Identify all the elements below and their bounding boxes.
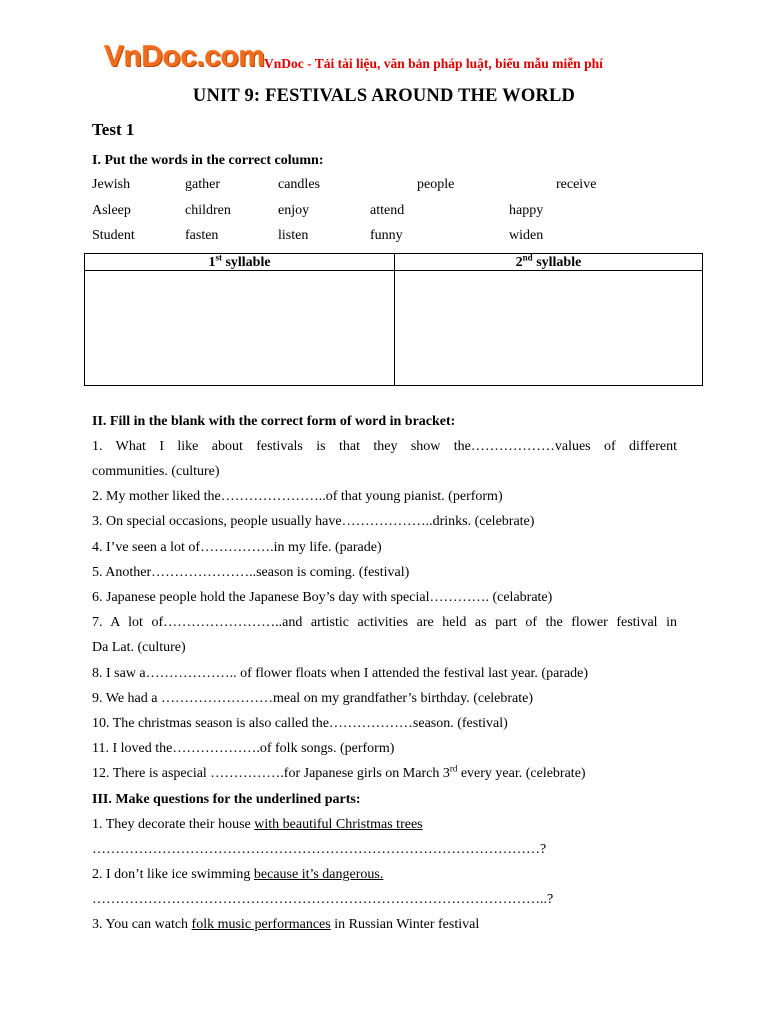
syllable-table: [84, 253, 703, 386]
exercise-item-4: 4. I’ve seen a lot of…………….in my life. (parade): [92, 540, 382, 555]
exercise-item-6: 6. Japanese people hold the Japanese Boy’s day with special…………. (celabrate): [92, 590, 553, 605]
exercise-item-7-line-1: 7. A lot of……………………..and artistic activities are held as part of the flower festival in: [92, 615, 677, 630]
exercise-item-1-line-1: 1. What I like about festivals is that they show the………………values of different: [92, 439, 677, 454]
table-header-1st-syllable: 1st syllable: [85, 254, 394, 271]
word: candles: [278, 177, 320, 192]
word: happy: [509, 203, 544, 218]
exercise-item-7-line-2: Da Lat. (culture): [92, 640, 186, 655]
vndoc-logo[interactable]: [104, 40, 265, 74]
word-row-1: [0, 177, 768, 197]
exercise-item-1-line-2: communities. (culture): [92, 464, 220, 479]
logo-main-text: VnDoc: [104, 40, 197, 73]
table-cell-2nd-syllable[interactable]: [395, 271, 702, 385]
answer-line-2[interactable]: ……………………………………………………………………………………..?: [92, 892, 554, 907]
table-cell-1st-syllable[interactable]: [85, 271, 394, 385]
exercise-item-12: 12. There is aspecial …………….for Japanese girls on March 3rd every year. (celebrate): [92, 763, 586, 781]
exercise-item-5: 5. Another…………………..season is coming. (festival): [92, 565, 410, 580]
question-2: 2. I don’t like ice swimming because it’s dangerous.: [92, 867, 384, 882]
exercise-item-9: 9. We had a ……………………meal on my grandfather’s birthday. (celebrate): [92, 691, 534, 706]
logo-tld-text: .com: [196, 40, 265, 73]
word: attend: [370, 203, 405, 218]
word: people: [417, 177, 455, 192]
exercise-item-8: 8. I saw a……………….. of flower floats when I attended the festival last year. (parade): [92, 666, 589, 681]
page-header: [104, 40, 724, 76]
underlined-part: with beautiful Christmas trees: [254, 817, 423, 832]
word: enjoy: [278, 203, 310, 218]
page-title: UNIT 9: FESTIVALS AROUND THE WORLD: [192, 86, 576, 106]
word: Jewish: [92, 177, 131, 192]
word: widen: [509, 228, 544, 243]
section3-title: III. Make questions for the underlined parts:: [92, 792, 361, 807]
exercise-item-10: 10. The christmas season is also called the………………season. (festival): [92, 716, 508, 731]
word-row-3: [0, 228, 768, 248]
word: Asleep: [92, 203, 131, 218]
test-label: Test 1: [92, 120, 135, 139]
word: gather: [185, 177, 220, 192]
table-header-2nd-syllable: 2nd syllable: [395, 254, 702, 271]
underlined-part: because it’s dangerous.: [253, 867, 384, 882]
word: listen: [278, 228, 309, 243]
word: funny: [370, 228, 403, 243]
underlined-part: folk music performances: [191, 917, 331, 932]
word-row-2: [0, 203, 768, 223]
exercise-item-2: 2. My mother liked the…………………..of that young pianist. (perform): [92, 489, 503, 504]
question-1: 1. They decorate their house with beautiful Christmas trees: [92, 817, 423, 832]
word: receive: [556, 177, 597, 192]
question-3: 3. You can watch folk music performances in Russian Winter festival: [92, 917, 480, 932]
header-tagline[interactable]: VnDoc - Tải tài liệu, văn bản pháp luật, biểu mẫu miễn phí: [264, 56, 603, 71]
word: fasten: [185, 228, 219, 243]
section2-title: II. Fill in the blank with the correct form of word in bracket:: [92, 414, 456, 429]
section1-title: I. Put the words in the correct column:: [92, 153, 324, 168]
exercise-item-3: 3. On special occasions, people usually have………………..drinks. (celebrate): [92, 514, 535, 529]
exercise-item-11: 11. I loved the……………….of folk songs. (perform): [92, 741, 395, 756]
answer-line-1[interactable]: ……………………………………………………………………………………?: [92, 842, 547, 857]
word: Student: [92, 228, 135, 243]
word: children: [185, 203, 231, 218]
